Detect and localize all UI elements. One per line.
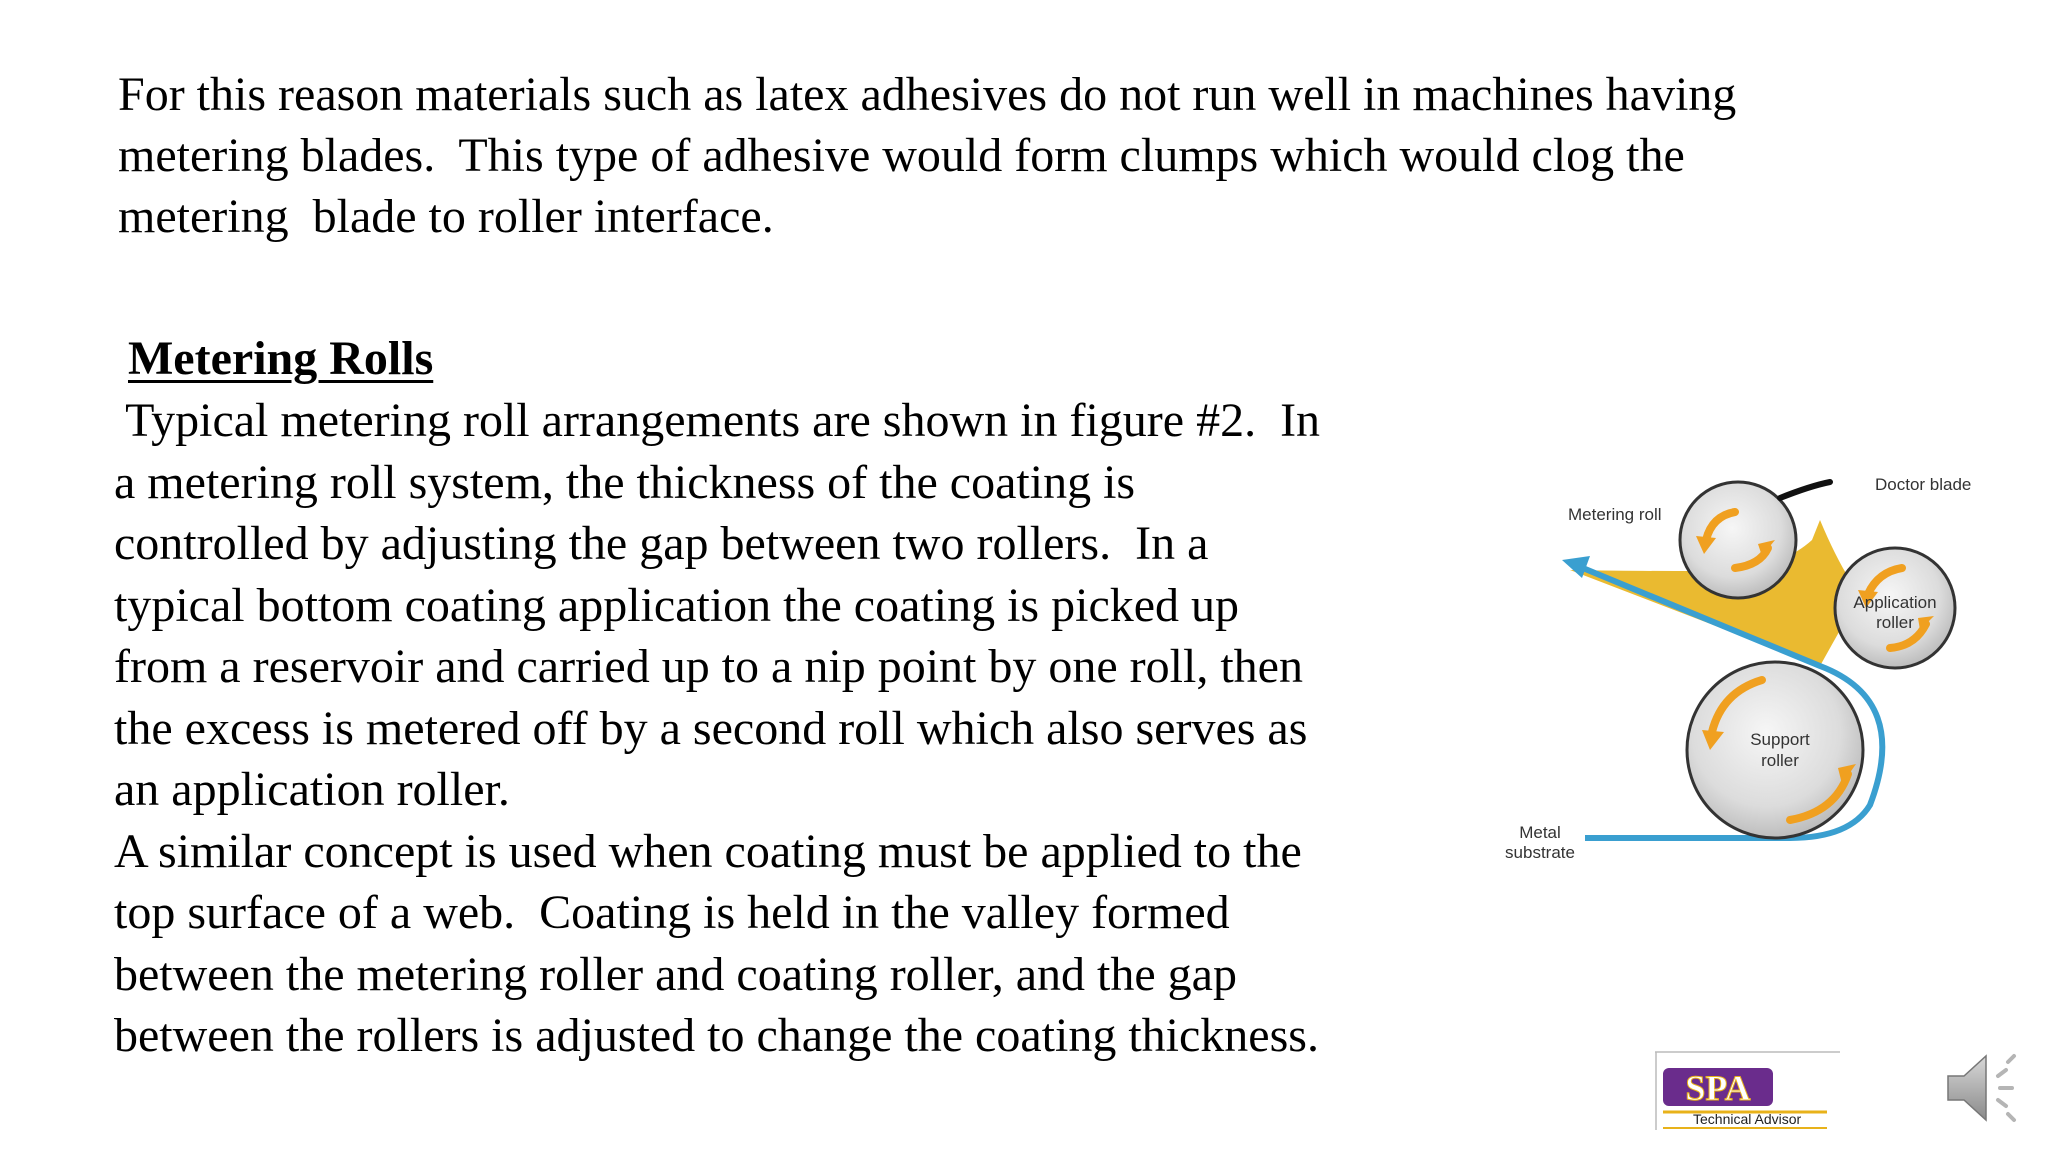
speaker-icon[interactable] — [1942, 1048, 2026, 1128]
intro-paragraph — [118, 64, 1918, 247]
body-line: top surface of a web. Coating is held in the valley formed — [114, 886, 1230, 939]
label-doctor-blade: Doctor blade — [1875, 475, 1972, 494]
body-line: a metering roll system, the thickness of the coating is — [114, 455, 1136, 509]
label-support-roller-1: Support — [1750, 730, 1810, 749]
label-metal-substrate-2: substrate — [1505, 843, 1575, 862]
diagram-svg — [1490, 460, 1990, 890]
body-line: Typical metering roll arrangements are shown in figure #2. In — [114, 394, 1321, 447]
body-line: A similar concept is used when coating must be applied to the — [114, 824, 1302, 878]
logo-subtitle: Technical Advisor — [1693, 1111, 1802, 1127]
label-metering-roll: Metering roll — [1568, 505, 1662, 524]
doctor-blade — [1780, 482, 1830, 498]
section-heading: Metering Rolls — [128, 332, 434, 385]
body-line: controlled by adjusting the gap between two rollers. In a — [114, 517, 1209, 570]
label-metal-substrate-1: Metal — [1519, 823, 1561, 842]
label-support-roller-2: roller — [1761, 751, 1799, 770]
metering-roll-diagram — [1490, 460, 1990, 890]
body-line: typical bottom coating application the coating is picked up — [114, 578, 1240, 632]
intro-line: For this reason materials such as latex adhesives do not run well in machines having — [118, 68, 1737, 121]
body-line: from a reservoir and carried up to a nip point by one roll, then — [114, 640, 1303, 693]
intro-line: metering blade to roller interface. — [118, 190, 774, 243]
label-application-roller-2: roller — [1876, 613, 1914, 632]
label-application-roller-1: Application — [1853, 593, 1937, 612]
body-line: between the rollers is adjusted to change the coating thickness. — [114, 1009, 1319, 1062]
body-line: the excess is metered off by a second roll which also serves as — [114, 701, 1308, 755]
logo-text: SPA — [1685, 1068, 1751, 1108]
body-line: between the metering roller and coating roller, and the gap — [114, 947, 1237, 1001]
section-paragraph — [114, 390, 1464, 1067]
body-line: an application roller. — [114, 763, 510, 816]
spa-logo — [1655, 1050, 1840, 1130]
support-roller — [1687, 662, 1863, 838]
intro-line: metering blades. This type of adhesive would form clumps which would clog the — [118, 129, 1685, 182]
